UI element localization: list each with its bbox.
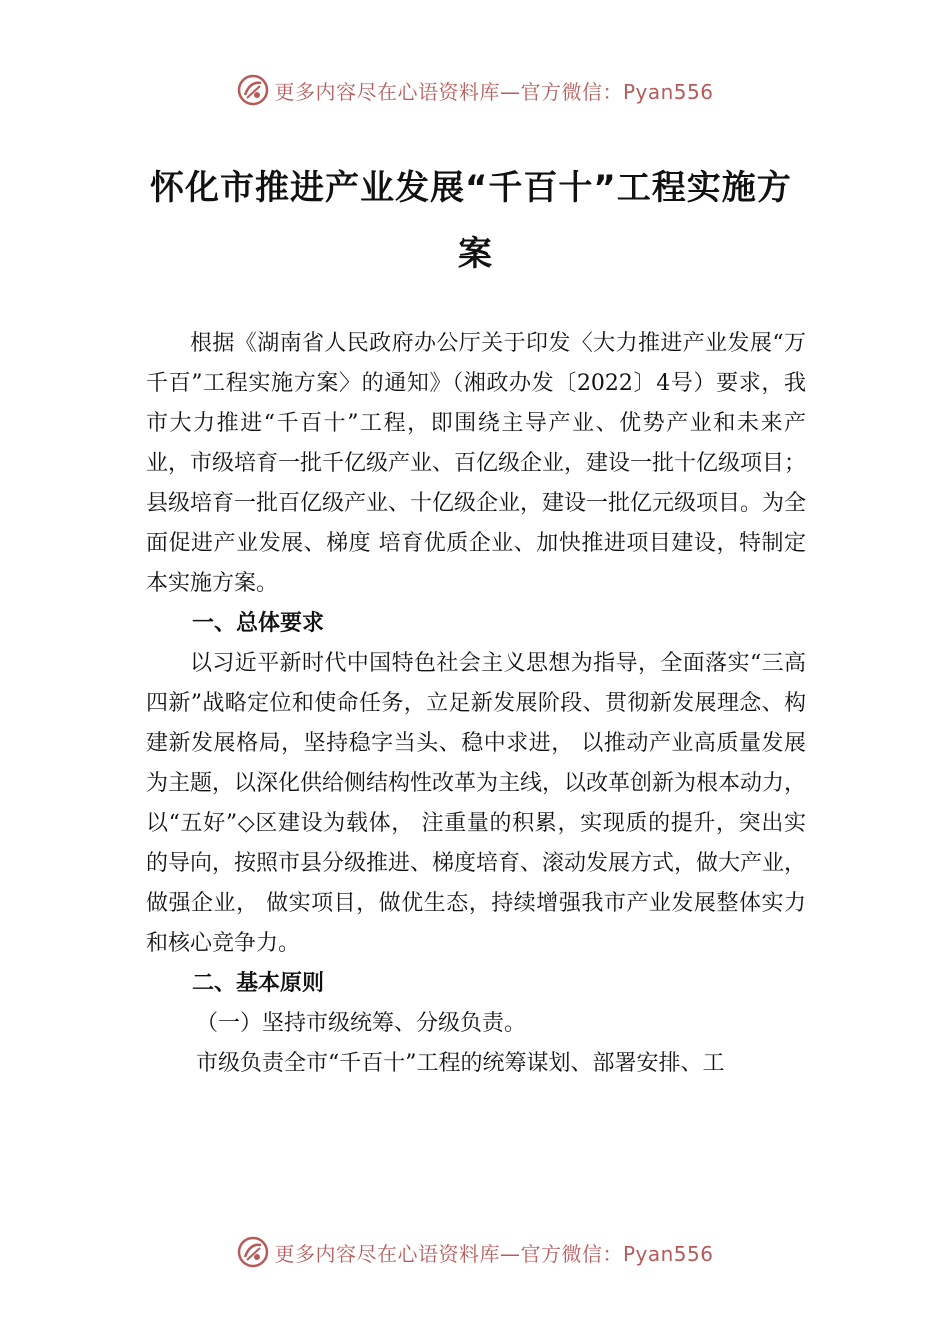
section-heading-basic-principles: 二、基本原则 bbox=[192, 971, 325, 996]
watermark-text: 更多内容尽在心语资料库—官方微信：Pyan556 bbox=[274, 1241, 714, 1266]
watermark-banner-top bbox=[0, 68, 950, 112]
intro-paragraph: 根据《湖南省人民政府办公厅关于印发〈大力推进产业发展“万千百”工程实施方案〉的通知》（湘政办发〔2022〕4号）要求，我市大力推进“千百十”工程，即围绕主导产业、优势产业和未来产业，市级培育一批千亿级产业、百亿级企业，建设一批十亿级项目；县级培育一批百亿级产业、十亿级企业，建设一批亿元级项目。为全面促进产业发展、梯度 培育优质企业、加快推进项目建设，特制定本实施方案。 bbox=[146, 331, 807, 596]
general-requirements-paragraph: 以习近平新时代中国特色社会主义思想为指导，全面落实“三高四新”战略定位和使命任务，立足新发展阶段、贯彻新发展理念、构建新发展格局，坚持稳字当头、稳中求进， 以推动产业高质量发展为主题，以深化供给侧结构性改革为主线，以改革创新为根本动力，以“五好”◇区建设为载体， 注重量的积累，实现质的提升，突出实的导向，按照市县分级推进、梯度培育、滚动发展方式，做大产业，做强企业， 做实项目，做优生态，持续增强我市产业发展整体实力和核心竞争力。 bbox=[146, 651, 807, 956]
subsection-heading-1: （一）坚持市级统筹、分级负责。 bbox=[196, 1011, 527, 1036]
seal-logo-icon bbox=[236, 1235, 270, 1269]
section-heading-general-requirements: 一、总体要求 bbox=[192, 611, 325, 636]
document-title-line2: 案 bbox=[458, 234, 492, 274]
watermark-text: 更多内容尽在心语资料库—官方微信：Pyan556 bbox=[274, 79, 714, 104]
document-title-line1: 怀化市推进产业发展“千百十”工程实施方 bbox=[150, 168, 792, 208]
watermark-banner-bottom bbox=[0, 1230, 950, 1274]
seal-logo-icon bbox=[236, 73, 270, 107]
document-body bbox=[146, 324, 806, 1084]
subsection-1-paragraph: 市级负责全市“千百十”工程的统筹谋划、部署安排、工 bbox=[196, 1051, 725, 1076]
